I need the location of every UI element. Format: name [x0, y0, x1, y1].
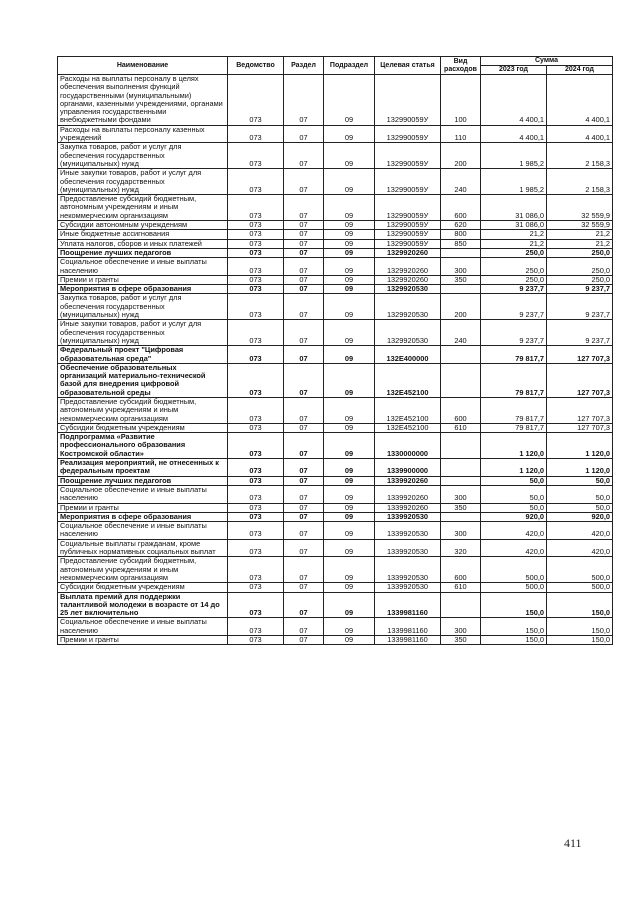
cell-name: Социальное обеспечение и иные выплаты населению [58, 618, 228, 636]
cell-dept: 073 [228, 239, 284, 248]
cell-section: 07 [284, 143, 324, 169]
cell-target: 1329920530 [375, 320, 441, 346]
cell-target: 132990059У [375, 143, 441, 169]
cell-name: Премии и гранты [58, 503, 228, 512]
cell-section: 07 [284, 503, 324, 512]
cell-sum-2023: 9 237,7 [481, 320, 547, 346]
cell-subsection: 09 [324, 248, 375, 257]
cell-section: 07 [284, 125, 324, 143]
cell-sum-2024: 250,0 [547, 258, 613, 276]
cell-subsection: 09 [324, 485, 375, 503]
cell-name: Расходы на выплаты персоналу в целях обеспечения выполнения функций государственными (муниципальными) органами, казенными учреждениями, органами управления государственными внебюджетными фондами [58, 75, 228, 126]
cell-name: Закупка товаров, работ и услуг для обеспечения государственных (муниципальных) нужд [58, 143, 228, 169]
header-subsection: Подраздел [324, 57, 375, 75]
cell-subsection: 09 [324, 512, 375, 521]
cell-target: 132E452100 [375, 397, 441, 423]
cell-type: 600 [441, 397, 481, 423]
cell-sum-2023: 1 985,2 [481, 169, 547, 195]
cell-subsection: 09 [324, 557, 375, 583]
cell-section: 07 [284, 539, 324, 557]
cell-sum-2023: 79 817,7 [481, 423, 547, 432]
cell-target: 132990059У [375, 239, 441, 248]
cell-sum-2023: 31 086,0 [481, 195, 547, 221]
cell-name: Социальные выплаты гражданам, кроме публичных нормативных социальных выплат [58, 539, 228, 557]
cell-type: 800 [441, 230, 481, 239]
cell-target: 132990059У [375, 230, 441, 239]
cell-type [441, 476, 481, 485]
cell-type: 610 [441, 423, 481, 432]
cell-type: 600 [441, 557, 481, 583]
cell-name: Социальное обеспечение и иные выплаты населению [58, 258, 228, 276]
cell-section: 07 [284, 363, 324, 397]
cell-subsection: 09 [324, 143, 375, 169]
cell-type: 850 [441, 239, 481, 248]
cell-sum-2023: 9 237,7 [481, 285, 547, 294]
cell-type [441, 248, 481, 257]
cell-target: 132990059У [375, 169, 441, 195]
cell-type: 350 [441, 503, 481, 512]
cell-dept: 073 [228, 636, 284, 645]
cell-section: 07 [284, 459, 324, 477]
cell-sum-2024: 150,0 [547, 618, 613, 636]
cell-type [441, 433, 481, 459]
table-row [58, 636, 613, 645]
cell-sum-2023: 79 817,7 [481, 346, 547, 364]
cell-target: 1339920530 [375, 583, 441, 592]
cell-section: 07 [284, 636, 324, 645]
cell-name: Субсидии автономным учреждениям [58, 221, 228, 230]
cell-dept: 073 [228, 285, 284, 294]
header-year-2023: 2023 год [481, 66, 547, 75]
cell-name: Закупка товаров, работ и услуг для обеспечения государственных (муниципальных) нужд [58, 294, 228, 320]
cell-target: 1339920530 [375, 522, 441, 540]
cell-subsection: 09 [324, 397, 375, 423]
cell-sum-2024: 127 707,3 [547, 346, 613, 364]
cell-dept: 073 [228, 125, 284, 143]
cell-sum-2023: 4 400,1 [481, 125, 547, 143]
cell-subsection: 09 [324, 423, 375, 432]
cell-name: Субсидии бюджетным учреждениям [58, 423, 228, 432]
cell-type: 240 [441, 320, 481, 346]
table-row [58, 583, 613, 592]
cell-name: Выплата премий для поддержки талантливой молодежи в возрасте от 14 до 25 лет включительно [58, 592, 228, 618]
cell-name: Социальное обеспечение и иные выплаты населению [58, 522, 228, 540]
cell-type: 300 [441, 522, 481, 540]
cell-sum-2024: 127 707,3 [547, 423, 613, 432]
cell-name: Подпрограмма «Развитие профессионального образования Костромской области» [58, 433, 228, 459]
cell-sum-2024: 4 400,1 [547, 125, 613, 143]
cell-sum-2024: 21,2 [547, 239, 613, 248]
cell-name: Предоставление субсидий бюджетным, автономным учреждениям и иным некоммерческим организациям [58, 397, 228, 423]
cell-type [441, 363, 481, 397]
cell-section: 07 [284, 285, 324, 294]
cell-sum-2024: 250,0 [547, 275, 613, 284]
cell-target: 1329920260 [375, 275, 441, 284]
cell-dept: 073 [228, 143, 284, 169]
cell-subsection: 09 [324, 476, 375, 485]
cell-target: 132990059У [375, 125, 441, 143]
table-row [58, 397, 613, 423]
cell-sum-2024: 9 237,7 [547, 285, 613, 294]
table-row [58, 363, 613, 397]
cell-sum-2024: 50,0 [547, 485, 613, 503]
table-row [58, 433, 613, 459]
cell-dept: 073 [228, 618, 284, 636]
cell-sum-2023: 250,0 [481, 258, 547, 276]
cell-target: 1339981160 [375, 636, 441, 645]
table-row [58, 125, 613, 143]
cell-sum-2023: 31 086,0 [481, 221, 547, 230]
cell-sum-2024: 1 120,0 [547, 433, 613, 459]
cell-sum-2023: 21,2 [481, 239, 547, 248]
cell-dept: 073 [228, 294, 284, 320]
table-row [58, 294, 613, 320]
cell-dept: 073 [228, 230, 284, 239]
cell-dept: 073 [228, 75, 284, 126]
cell-name: Иные закупки товаров, работ и услуг для обеспечения государственных (муниципальных) нужд [58, 320, 228, 346]
table-row [58, 539, 613, 557]
cell-name: Премии и гранты [58, 636, 228, 645]
cell-target: 1339920260 [375, 503, 441, 512]
cell-dept: 073 [228, 195, 284, 221]
cell-sum-2023: 500,0 [481, 557, 547, 583]
cell-subsection: 09 [324, 459, 375, 477]
cell-sum-2023: 4 400,1 [481, 75, 547, 126]
cell-type: 350 [441, 275, 481, 284]
cell-sum-2024: 150,0 [547, 636, 613, 645]
cell-sum-2024: 500,0 [547, 583, 613, 592]
cell-type: 100 [441, 75, 481, 126]
cell-target: 1339981160 [375, 618, 441, 636]
cell-sum-2024: 1 120,0 [547, 459, 613, 477]
cell-section: 07 [284, 423, 324, 432]
cell-dept: 073 [228, 275, 284, 284]
cell-type: 200 [441, 294, 481, 320]
cell-name: Расходы на выплаты персоналу казенных учреждений [58, 125, 228, 143]
cell-dept: 073 [228, 248, 284, 257]
cell-type: 600 [441, 195, 481, 221]
table-row [58, 503, 613, 512]
cell-sum-2023: 500,0 [481, 583, 547, 592]
cell-dept: 073 [228, 512, 284, 521]
cell-subsection: 09 [324, 346, 375, 364]
table-row [58, 320, 613, 346]
cell-subsection: 09 [324, 433, 375, 459]
cell-subsection: 09 [324, 363, 375, 397]
cell-sum-2023: 50,0 [481, 485, 547, 503]
cell-dept: 073 [228, 557, 284, 583]
cell-name: Обеспечение образовательных организаций материально-технической базой для внедрения цифровой образовательной среды [58, 363, 228, 397]
budget-table [57, 56, 613, 645]
cell-sum-2023: 79 817,7 [481, 363, 547, 397]
cell-dept: 073 [228, 433, 284, 459]
cell-sum-2024: 420,0 [547, 539, 613, 557]
cell-dept: 073 [228, 423, 284, 432]
cell-sum-2023: 420,0 [481, 522, 547, 540]
cell-dept: 073 [228, 397, 284, 423]
cell-section: 07 [284, 522, 324, 540]
cell-target: 132E452100 [375, 363, 441, 397]
cell-subsection: 09 [324, 592, 375, 618]
cell-name: Премии и гранты [58, 275, 228, 284]
table-row [58, 230, 613, 239]
cell-dept: 073 [228, 485, 284, 503]
cell-type [441, 285, 481, 294]
cell-target: 132E452100 [375, 423, 441, 432]
cell-name: Уплата налогов, сборов и иных платежей [58, 239, 228, 248]
cell-sum-2023: 250,0 [481, 248, 547, 257]
cell-subsection: 09 [324, 503, 375, 512]
cell-section: 07 [284, 512, 324, 521]
cell-type: 300 [441, 485, 481, 503]
cell-subsection: 09 [324, 636, 375, 645]
table-row [58, 618, 613, 636]
cell-name: Иные закупки товаров, работ и услуг для обеспечения государственных (муниципальных) нужд [58, 169, 228, 195]
cell-section: 07 [284, 75, 324, 126]
cell-section: 07 [284, 485, 324, 503]
cell-name: Предоставление субсидий бюджетным, автономным учреждениям и иным некоммерческим организациям [58, 557, 228, 583]
cell-section: 07 [284, 248, 324, 257]
cell-sum-2023: 420,0 [481, 539, 547, 557]
cell-type: 300 [441, 618, 481, 636]
cell-name: Реализация мероприятий, не отнесенных к федеральным проектам [58, 459, 228, 477]
cell-name: Мероприятия в сфере образования [58, 285, 228, 294]
cell-dept: 073 [228, 583, 284, 592]
cell-name: Субсидии бюджетным учреждениям [58, 583, 228, 592]
cell-target: 1329920260 [375, 248, 441, 257]
cell-sum-2024: 4 400,1 [547, 75, 613, 126]
cell-sum-2024: 50,0 [547, 503, 613, 512]
cell-subsection: 09 [324, 294, 375, 320]
table-row [58, 485, 613, 503]
cell-target: 1339900000 [375, 459, 441, 477]
cell-subsection: 09 [324, 522, 375, 540]
cell-sum-2023: 21,2 [481, 230, 547, 239]
cell-sum-2023: 150,0 [481, 618, 547, 636]
cell-type: 200 [441, 143, 481, 169]
cell-sum-2024: 420,0 [547, 522, 613, 540]
cell-subsection: 09 [324, 195, 375, 221]
cell-subsection: 09 [324, 285, 375, 294]
cell-section: 07 [284, 320, 324, 346]
cell-target: 1329920530 [375, 294, 441, 320]
cell-target: 132E400000 [375, 346, 441, 364]
cell-subsection: 09 [324, 230, 375, 239]
cell-sum-2024: 32 559,9 [547, 221, 613, 230]
cell-target: 1339920530 [375, 557, 441, 583]
cell-dept: 073 [228, 539, 284, 557]
cell-subsection: 09 [324, 320, 375, 346]
cell-section: 07 [284, 239, 324, 248]
table-body [58, 75, 613, 645]
cell-type: 300 [441, 258, 481, 276]
cell-section: 07 [284, 221, 324, 230]
cell-target: 1339920260 [375, 476, 441, 485]
header-target: Целевая статья [375, 57, 441, 75]
cell-sum-2024: 9 237,7 [547, 294, 613, 320]
table-row [58, 346, 613, 364]
table-row [58, 195, 613, 221]
cell-target: 1339920260 [375, 485, 441, 503]
cell-subsection: 09 [324, 539, 375, 557]
cell-dept: 073 [228, 522, 284, 540]
header-year-2024: 2024 год [547, 66, 613, 75]
table-row [58, 522, 613, 540]
cell-target: 1339920530 [375, 539, 441, 557]
cell-type [441, 346, 481, 364]
cell-target: 1339981160 [375, 592, 441, 618]
cell-section: 07 [284, 169, 324, 195]
cell-target: 1329920260 [375, 258, 441, 276]
cell-section: 07 [284, 476, 324, 485]
cell-name: Социальное обеспечение и иные выплаты населению [58, 485, 228, 503]
cell-section: 07 [284, 195, 324, 221]
cell-dept: 073 [228, 320, 284, 346]
cell-dept: 073 [228, 503, 284, 512]
cell-sum-2024: 920,0 [547, 512, 613, 521]
cell-sum-2023: 1 120,0 [481, 459, 547, 477]
cell-sum-2023: 50,0 [481, 476, 547, 485]
cell-dept: 073 [228, 363, 284, 397]
cell-type: 620 [441, 221, 481, 230]
cell-subsection: 09 [324, 169, 375, 195]
cell-section: 07 [284, 230, 324, 239]
cell-sum-2024: 127 707,3 [547, 363, 613, 397]
cell-dept: 073 [228, 476, 284, 485]
cell-dept: 073 [228, 459, 284, 477]
table-row [58, 258, 613, 276]
cell-section: 07 [284, 397, 324, 423]
cell-sum-2023: 920,0 [481, 512, 547, 521]
cell-section: 07 [284, 583, 324, 592]
cell-sum-2024: 32 559,9 [547, 195, 613, 221]
cell-section: 07 [284, 346, 324, 364]
cell-section: 07 [284, 557, 324, 583]
cell-sum-2023: 50,0 [481, 503, 547, 512]
page-number: 411 [564, 836, 582, 850]
cell-type [441, 459, 481, 477]
cell-dept: 073 [228, 221, 284, 230]
cell-subsection: 09 [324, 258, 375, 276]
table-header [58, 57, 613, 75]
cell-section: 07 [284, 294, 324, 320]
cell-sum-2024: 150,0 [547, 592, 613, 618]
cell-section: 07 [284, 433, 324, 459]
table-row [58, 459, 613, 477]
cell-subsection: 09 [324, 125, 375, 143]
cell-sum-2023: 9 237,7 [481, 294, 547, 320]
cell-sum-2024: 50,0 [547, 476, 613, 485]
cell-target: 1330000000 [375, 433, 441, 459]
cell-sum-2024: 21,2 [547, 230, 613, 239]
cell-name: Федеральный проект "Цифровая образовательная среда" [58, 346, 228, 364]
cell-sum-2023: 150,0 [481, 636, 547, 645]
cell-name: Предоставление субсидий бюджетным, автономным учреждениям и иным некоммерческим организациям [58, 195, 228, 221]
cell-name: Иные бюджетные ассигнования [58, 230, 228, 239]
cell-subsection: 09 [324, 75, 375, 126]
cell-sum-2023: 150,0 [481, 592, 547, 618]
cell-section: 07 [284, 618, 324, 636]
cell-dept: 073 [228, 346, 284, 364]
header-name: Наименование [58, 57, 228, 75]
table-row [58, 143, 613, 169]
cell-type: 240 [441, 169, 481, 195]
header-dept: Ведомство [228, 57, 284, 75]
cell-target: 132990059У [375, 221, 441, 230]
budget-table-sheet [57, 56, 612, 645]
cell-name: Поощрение лучших педагогов [58, 476, 228, 485]
cell-target: 1339920530 [375, 512, 441, 521]
header-section: Раздел [284, 57, 324, 75]
cell-name: Мероприятия в сфере образования [58, 512, 228, 521]
cell-section: 07 [284, 275, 324, 284]
cell-sum-2024: 2 158,3 [547, 143, 613, 169]
cell-sum-2024: 9 237,7 [547, 320, 613, 346]
cell-sum-2023: 79 817,7 [481, 397, 547, 423]
cell-subsection: 09 [324, 583, 375, 592]
cell-target: 132990059У [375, 75, 441, 126]
cell-type: 320 [441, 539, 481, 557]
cell-type: 110 [441, 125, 481, 143]
cell-sum-2023: 1 985,2 [481, 143, 547, 169]
cell-type [441, 592, 481, 618]
cell-sum-2024: 250,0 [547, 248, 613, 257]
cell-target: 132990059У [375, 195, 441, 221]
table-row [58, 75, 613, 126]
cell-type: 610 [441, 583, 481, 592]
cell-section: 07 [284, 258, 324, 276]
table-row [58, 557, 613, 583]
cell-section: 07 [284, 592, 324, 618]
cell-sum-2024: 2 158,3 [547, 169, 613, 195]
cell-dept: 073 [228, 169, 284, 195]
cell-subsection: 09 [324, 221, 375, 230]
table-row [58, 169, 613, 195]
header-type: Вид расходов [441, 57, 481, 75]
cell-sum-2023: 1 120,0 [481, 433, 547, 459]
cell-sum-2023: 250,0 [481, 275, 547, 284]
cell-sum-2024: 127 707,3 [547, 397, 613, 423]
cell-subsection: 09 [324, 275, 375, 284]
cell-dept: 073 [228, 592, 284, 618]
cell-type [441, 512, 481, 521]
table-row [58, 592, 613, 618]
cell-type: 350 [441, 636, 481, 645]
cell-dept: 073 [228, 258, 284, 276]
header-sum: Сумма [481, 57, 613, 66]
cell-sum-2024: 500,0 [547, 557, 613, 583]
cell-subsection: 09 [324, 618, 375, 636]
cell-subsection: 09 [324, 239, 375, 248]
cell-target: 1329920530 [375, 285, 441, 294]
cell-name: Поощрение лучших педагогов [58, 248, 228, 257]
